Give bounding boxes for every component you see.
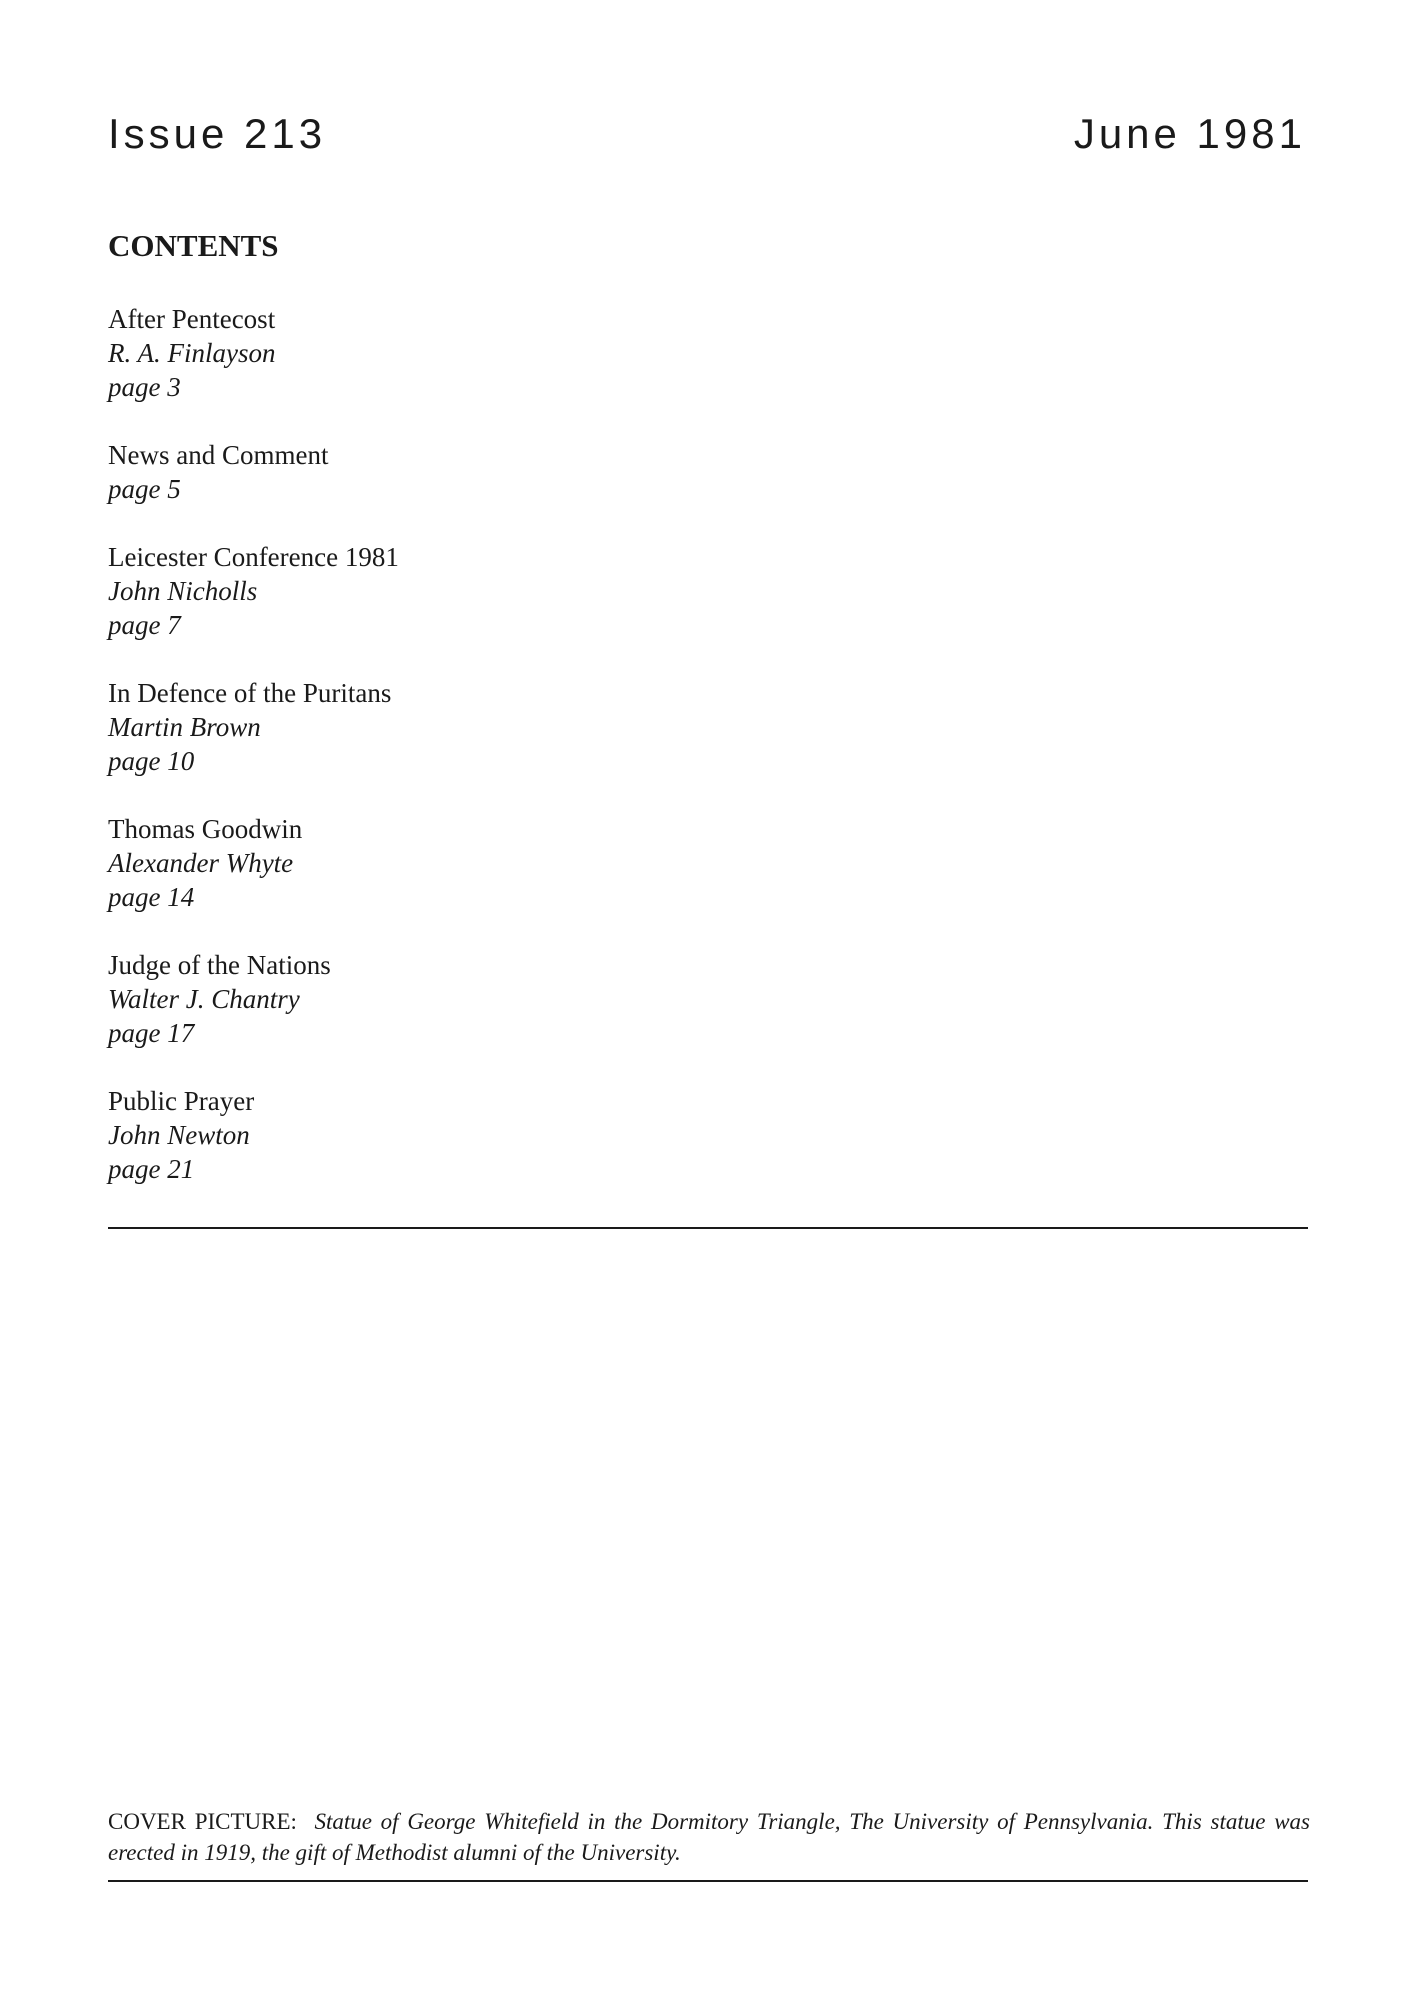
toc-entry bbox=[108, 676, 399, 778]
toc-entry bbox=[108, 948, 399, 1050]
entry-author: R. A. Finlayson bbox=[108, 338, 276, 368]
entry-author: Walter J. Chantry bbox=[108, 984, 300, 1014]
issue-date: June 1981 bbox=[1073, 110, 1306, 157]
entry-author: Martin Brown bbox=[108, 712, 261, 742]
contents-divider bbox=[108, 1227, 1308, 1229]
toc-entry bbox=[108, 1084, 399, 1186]
cover-picture-caption bbox=[108, 1806, 1310, 1868]
contents-heading: CONTENTS bbox=[108, 228, 279, 263]
entry-page: page 21 bbox=[108, 1154, 195, 1184]
bottom-divider bbox=[108, 1880, 1308, 1882]
entry-title: Thomas Goodwin bbox=[108, 814, 303, 844]
table-of-contents bbox=[108, 302, 399, 1220]
toc-entry bbox=[108, 540, 399, 642]
entry-page: page 17 bbox=[108, 1018, 195, 1048]
entry-title: After Pentecost bbox=[108, 304, 276, 334]
cover-picture-text: Statue of George Whitefield in the Dormitory Triangle, The University of Pennsylvania. This statue was erected in 1919, the gift of Methodist alumni of the University. bbox=[108, 1809, 1310, 1865]
entry-author: John Nicholls bbox=[108, 576, 258, 606]
entry-page: page 14 bbox=[108, 882, 195, 912]
entry-author: John Newton bbox=[108, 1120, 250, 1150]
entry-page: page 5 bbox=[108, 474, 181, 504]
issue-number: Issue 213 bbox=[108, 110, 327, 157]
entry-page: page 7 bbox=[108, 610, 181, 640]
toc-entry bbox=[108, 302, 399, 404]
entry-title: News and Comment bbox=[108, 440, 329, 470]
cover-picture-label: COVER PICTURE: bbox=[108, 1809, 297, 1834]
entry-title: Judge of the Nations bbox=[108, 950, 331, 980]
entry-author: Alexander Whyte bbox=[108, 848, 294, 878]
page-header bbox=[108, 110, 1306, 166]
entry-page: page 3 bbox=[108, 372, 181, 402]
toc-entry bbox=[108, 812, 399, 914]
toc-entry bbox=[108, 438, 399, 506]
entry-page: page 10 bbox=[108, 746, 195, 776]
entry-title: Leicester Conference 1981 bbox=[108, 542, 399, 572]
entry-title: In Defence of the Puritans bbox=[108, 678, 392, 708]
entry-title: Public Prayer bbox=[108, 1086, 255, 1116]
